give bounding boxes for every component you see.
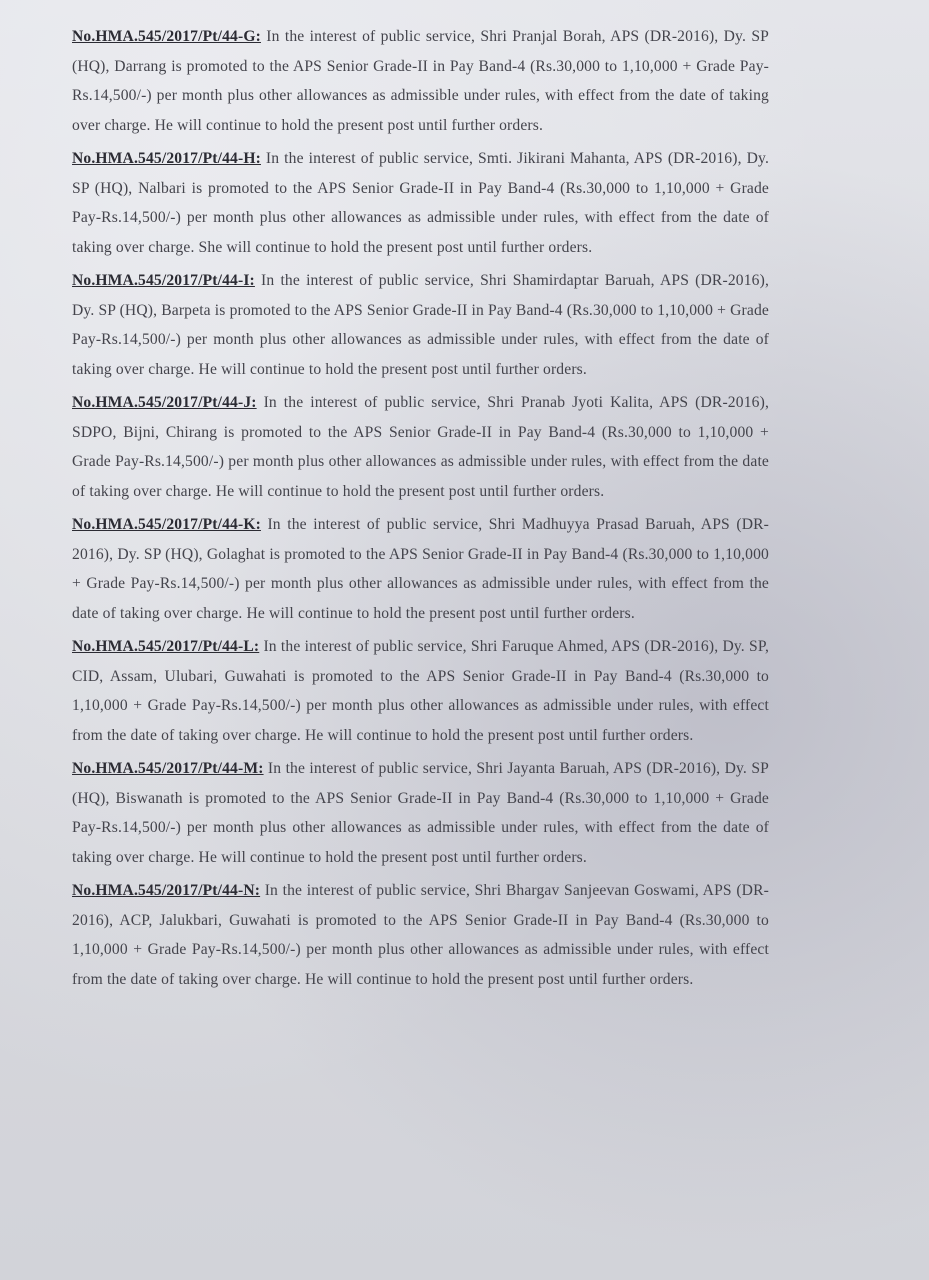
order-text: In the interest of public service, Shri Faruque Ahmed, APS (DR-2016), Dy. SP, CID, Assam, Ulubari, Guwahati is promoted to the APS Senior Grade-II in Pay Band-4 (Rs.30,000 to 1,10,000 + Grade Pay-Rs.14,500/-) per month plus other allowances as admissible under rules, with effect from the date of taking over charge. He will continue to hold the present post until further orders. <box>72 638 769 744</box>
order-number: No.HMA.545/2017/Pt/44-J: <box>72 394 257 411</box>
order-text: In the interest of public service, Smti. Jikirani Mahanta, APS (DR-2016), Dy. SP (HQ), Nalbari is promoted to the APS Senior Grade-II in Pay Band-4 (Rs.30,000 to 1,10,000 + Grade Pay-Rs.14,500/-) per month plus other allowances as admissible under rules, with effect from the date of taking over charge. She will continue to hold the present post until further orders. <box>72 150 769 256</box>
order-paragraph-g <box>72 22 769 140</box>
order-paragraph-j <box>72 388 769 506</box>
order-paragraph-k <box>72 510 769 628</box>
order-number: No.HMA.545/2017/Pt/44-G: <box>72 28 261 45</box>
order-number: No.HMA.545/2017/Pt/44-M: <box>72 760 264 777</box>
order-number: No.HMA.545/2017/Pt/44-I: <box>72 272 255 289</box>
order-paragraph-n <box>72 876 769 994</box>
order-paragraph-l <box>72 632 769 750</box>
order-text: In the interest of public service, Shri Shamirdaptar Baruah, APS (DR-2016), Dy. SP (HQ), Barpeta is promoted to the APS Senior Grade-II in Pay Band-4 (Rs.30,000 to 1,10,000 + Grade Pay-Rs.14,500/-) per month plus other allowances as admissible under rules, with effect from the date of taking over charge. He will continue to hold the present post until further orders. <box>72 272 769 378</box>
order-number: No.HMA.545/2017/Pt/44-N: <box>72 882 261 899</box>
order-paragraph-i <box>72 266 769 384</box>
order-number: No.HMA.545/2017/Pt/44-K: <box>72 516 261 533</box>
order-paragraph-m <box>72 754 769 872</box>
order-text: In the interest of public service, Shri Jayanta Baruah, APS (DR-2016), Dy. SP (HQ), Biswanath is promoted to the APS Senior Grade-II in Pay Band-4 (Rs.30,000 to 1,10,000 + Grade Pay-Rs.14,500/-) per month plus other allowances as admissible under rules, with effect from the date of taking over charge. He will continue to hold the present post until further orders. <box>72 760 769 866</box>
order-text: In the interest of public service, Shri Pranab Jyoti Kalita, APS (DR-2016), SDPO, Bijni, Chirang is promoted to the APS Senior Grade-II in Pay Band-4 (Rs.30,000 to 1,10,000 + Grade Pay-Rs.14,500/-) per month plus other allowances as admissible under rules, with effect from the date of taking over charge. He will continue to hold the present post until further orders. <box>72 394 769 500</box>
order-text: In the interest of public service, Shri Madhuyya Prasad Baruah, APS (DR-2016), Dy. SP (HQ), Golaghat is promoted to the APS Senior Grade-II in Pay Band-4 (Rs.30,000 to 1,10,000 + Grade Pay-Rs.14,500/-) per month plus other allowances as admissible under rules, with effect from the date of taking over charge. He will continue to hold the present post until further orders. <box>72 516 769 622</box>
order-number: No.HMA.545/2017/Pt/44-L: <box>72 638 260 655</box>
order-text: In the interest of public service, Shri Bhargav Sanjeevan Goswami, APS (DR-2016), ACP, Jalukbari, Guwahati is promoted to the APS Senior Grade-II in Pay Band-4 (Rs.30,000 to 1,10,000 + Grade Pay-Rs.14,500/-) per month plus other allowances as admissible under rules, with effect from the date of taking over charge. He will continue to hold the present post until further orders. <box>72 882 769 988</box>
order-paragraph-h <box>72 144 769 262</box>
order-number: No.HMA.545/2017/Pt/44-H: <box>72 150 261 167</box>
order-text: In the interest of public service, Shri Pranjal Borah, APS (DR-2016), Dy. SP (HQ), Darrang is promoted to the APS Senior Grade-II in Pay Band-4 (Rs.30,000 to 1,10,000 + Grade Pay-Rs.14,500/-) per month plus other allowances as admissible under rules, with effect from the date of taking over charge. He will continue to hold the present post until further orders. <box>72 28 769 134</box>
